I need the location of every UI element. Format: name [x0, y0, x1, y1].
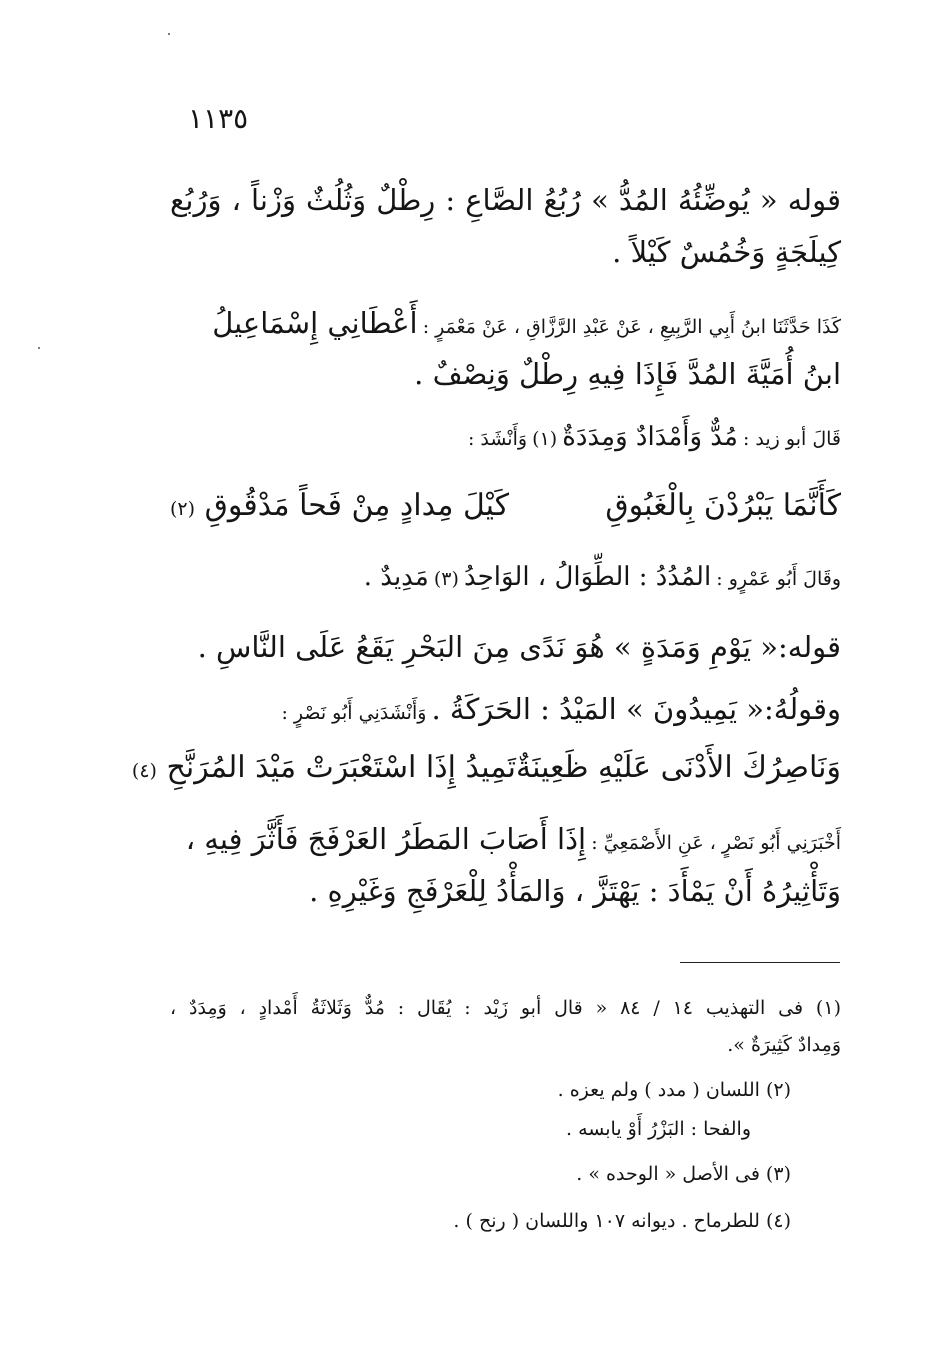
footnote-ref-2: (٢): [170, 498, 196, 520]
entry-7-line-1: [170, 822, 841, 856]
entry-4-line: [364, 562, 841, 592]
footnote-ref-3: (٣): [433, 568, 459, 590]
verse-2: [131, 750, 841, 785]
entry-4-words: المُدُدُ : الطِّوَالُ ، الوَاحِدُ: [464, 562, 712, 592]
entry-3-tail: وَأَنْشَدَ :: [467, 428, 528, 450]
footnote-2-line-1: (٢) اللسان ( مدد ) ولم يعزه .: [557, 1079, 791, 1101]
scan-speck: [168, 33, 170, 35]
entry-3-words: مُدٌّ وَأَمْدَادٌ وَمِدَدَةٌ: [562, 422, 738, 452]
footnote-ref-4: (٤): [131, 760, 157, 782]
page-number: ١١٣٥: [188, 102, 249, 135]
verse-1-second-half: [170, 488, 509, 523]
verse-1-second-hemistich: كَيْلَ مِدادٍ مِنْ فَحاً مَدْقُوقِ: [204, 488, 510, 523]
entry-6-tail: وَأَنْشَدَنِي أَبُو نَصْرٍ :: [281, 702, 427, 724]
entry-6-line: [281, 692, 841, 726]
entry-6-words: وقولُهُ:« يَمِيدُونَ » المَيْدُ : الحَرَكَةُ .: [431, 692, 841, 726]
verse-2-second-hemistich: تَمِيدُ إِذَا اسْتَعْبَرَتْ مَيْدَ المُرَنَّحِ: [166, 750, 516, 785]
entry-2-chain: كَذَا حَدَّثَنَا ابنُ أَبِي الرَّبِيعِ ، عَنْ عَبْدِ الرَّزَّاقِ ، عَنْ مَعْمَرٍ :: [422, 316, 841, 338]
verse-2-first-hemistich: وَنَاصِرُكَ الأَدْنَى عَلَيْهِ ظَعِينَةٌ: [515, 750, 841, 785]
footnote-2-line-2: والفحا : البَزْرُ أَوْ يابسه .: [566, 1118, 751, 1140]
entry-3-line: [468, 422, 841, 452]
entry-2-quote-start: أَعْطَانِي إِسْمَاعِيلُ: [212, 306, 418, 340]
verse-1: [170, 488, 841, 523]
verse-1-first-hemistich: كَأَنَّمَا يَبْرُدْنَ بِالْغَبُوقِ: [605, 488, 841, 523]
entry-4-tail: مَدِيدٌ .: [363, 562, 429, 592]
entry-1-line-2: كِيلَجَةٍ وَخُمُسٌ كَيْلاً .: [612, 235, 841, 269]
entry-7-chain: أَخْبَرَنِي أَبُو نَصْرٍ ، عَنِ الأَصْمَعِيِّ :: [591, 832, 841, 854]
verse-2-second-half: [132, 750, 516, 785]
entry-2-line-1: [170, 306, 841, 340]
footnote-1-line-2: وَمِدادٌ كَثِيرَةٌ ».: [727, 1034, 841, 1056]
entry-3-attribution: قَالَ أبو زيد :: [742, 428, 841, 450]
footnote-3: (٣) فى الأصل « الوحده » .: [576, 1163, 791, 1185]
entry-2-line-2: ابنُ أُمَيَّةَ المُدَّ فَإِذَا فِيهِ رِطْلٌ وَنِصْفٌ .: [414, 357, 841, 391]
scan-speck: [38, 347, 40, 349]
entry-5-line: قوله:« يَوْمِ وَمَدَةٍ » هُوَ نَدًى مِنَ البَحْرِ يَقَعُ عَلَى النَّاسِ .: [197, 630, 841, 664]
footnote-1-line-1: (١) فى التهذيب ١٤ / ٨٤ « قال أبو زَيْد : يُقَال : مُدٌّ وَثَلاثَةُ أَمْدادٍ ، وَمِدَدٌ ،: [170, 997, 841, 1019]
footnote-4: (٤) للطرماح . ديوانه ١٠٧ واللسان ( رنح ) .: [453, 1210, 791, 1232]
entry-7-words: إِذَا أَصَابَ المَطَرُ العَرْفَجَ فَأَثَّرَ فِيهِ ،: [185, 822, 587, 856]
footnote-divider: [680, 962, 840, 963]
entry-4-attribution: وقَالَ أَبُو عَمْرٍو :: [716, 568, 841, 590]
entry-7-line-2: وَتَأْثِيرُهُ أَنْ يَمْأَدَ : يَهْتَزَّ ، وَالمَأْدُ لِلْعَرْفَجِ وَغَيْرِهِ .: [309, 874, 841, 908]
footnote-ref-1: (١): [532, 428, 558, 450]
entry-1-line-1: قوله « يُوضِّئُهُ المُدُّ » رُبُعُ الصَّاعِ : رِطْلٌ وَثُلُثٌ وَزْناً ، وَرُبُع: [170, 183, 841, 217]
